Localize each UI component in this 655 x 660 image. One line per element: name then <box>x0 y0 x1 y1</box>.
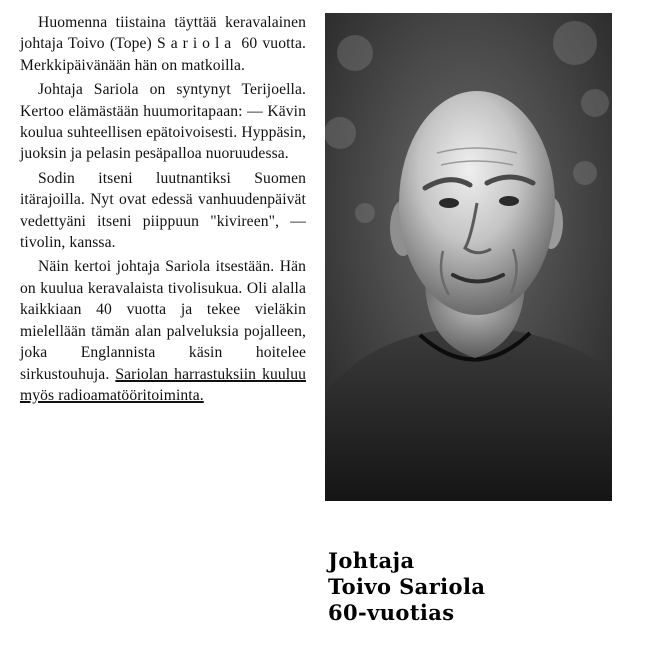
paragraph-text: Johtaja Sariola on syntynyt Terijoella. Kertoo elämästään huumoritapaan: — Kävin koulua suhteellisen epätoivoisesti. Hyppäsin, juoksin ja pelasin pesäpalloa nuoruudessa. <box>20 81 306 163</box>
underlined-text: Sariolan harrastuksiin kuuluu myös radioamatööritoiminta. <box>20 365 306 404</box>
paragraph-text: 60 vuotta. Merkkipäivänään hän on matkoilla. <box>20 35 306 74</box>
article-paragraph <box>20 256 306 406</box>
headline-line: Johtaja <box>328 548 415 573</box>
paragraph-text: Sodin itseni luutnantiksi Suomen itärajoilla. Nyt ovat edessä vanhuudenpäivät vedettyäni itseni piippuun "kivireen", — tivolin, kanssa. <box>20 169 306 252</box>
headline-line: 60-vuotias <box>328 600 455 625</box>
portrait-photo <box>325 13 612 501</box>
paragraph-text: Huomenna tiistaina täyttää keravalainen johtaja Toivo (Tope) <box>20 14 306 53</box>
article-paragraph <box>20 12 306 76</box>
paragraph-text: Näin kertoi johtaja Sariola itsestään. Hän on kuulua keravalaista tivolisukua. Oli alalla kaikkiaan 40 vuotta ja tekee vieläkin mielellään tämän alan palveluksia pojalleen, joka Englannista käsin hoitelee sirkustouhuja. <box>20 258 306 383</box>
article-paragraph <box>20 79 306 165</box>
photo-caption-headline <box>328 548 618 626</box>
spaced-name: Sariola <box>157 35 237 53</box>
article-body <box>20 12 306 409</box>
headline-line: Toivo Sariola <box>328 574 486 599</box>
article-paragraph <box>20 168 306 254</box>
